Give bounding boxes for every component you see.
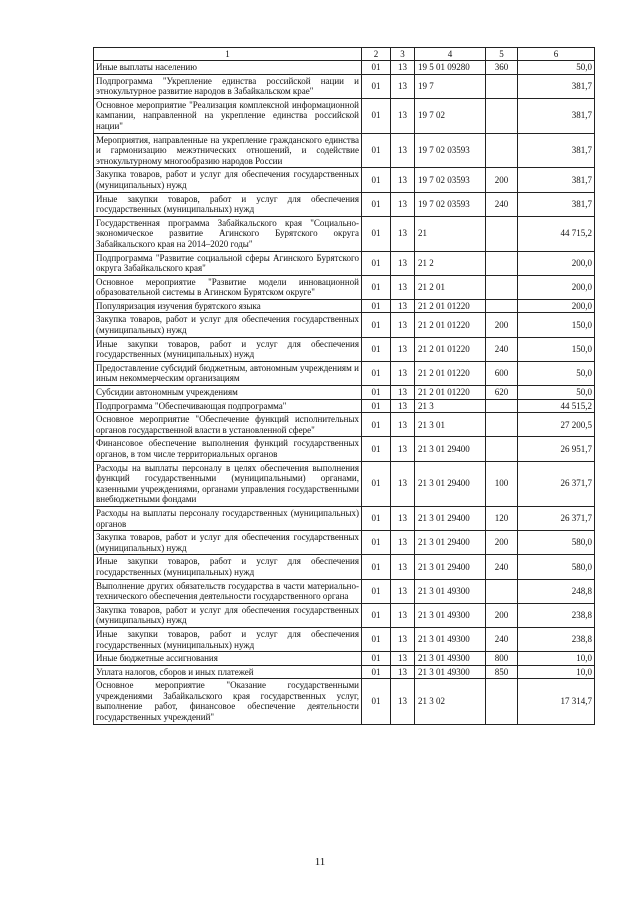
row-code-cell: 21 3 xyxy=(415,399,486,413)
row-code-cell: 21 2 xyxy=(415,251,486,275)
row-col3-cell: 13 xyxy=(391,192,415,216)
row-code-cell: 21 3 01 49300 xyxy=(415,652,486,666)
row-col2-cell: 01 xyxy=(362,437,391,461)
row-col5-cell: 200 xyxy=(486,168,518,192)
row-amount-cell: 44 715,2 xyxy=(518,216,595,251)
row-code-cell: 21 3 01 29400 xyxy=(415,437,486,461)
row-name-cell: Закупка товаров, работ и услуг для обеспечения государственных (муниципальных) нужд xyxy=(94,168,362,192)
row-name-cell: Предоставление субсидий бюджетным, автономным учреждениям и иным некоммерческим организациям xyxy=(94,361,362,385)
row-amount-cell: 381,7 xyxy=(518,133,595,168)
row-col2-cell: 01 xyxy=(362,192,391,216)
row-amount-cell: 50,0 xyxy=(518,61,595,75)
row-code-cell: 19 5 01 09280 xyxy=(415,61,486,75)
header-col-2: 2 xyxy=(362,48,391,61)
row-col3-cell: 13 xyxy=(391,216,415,251)
row-col2-cell: 01 xyxy=(362,61,391,75)
row-code-cell: 21 3 01 29400 xyxy=(415,555,486,579)
row-col2-cell: 01 xyxy=(362,299,391,313)
table-row xyxy=(94,133,595,168)
row-col5-cell xyxy=(486,299,518,313)
row-col3-cell: 13 xyxy=(391,579,415,603)
row-col3-cell: 13 xyxy=(391,337,415,361)
row-col2-cell: 01 xyxy=(362,603,391,627)
row-name-cell: Финансовое обеспечение выполнения функций государственных органов, в том числе территориальных органов xyxy=(94,437,362,461)
row-col5-cell: 600 xyxy=(486,361,518,385)
table-row xyxy=(94,275,595,299)
row-code-cell: 21 3 01 xyxy=(415,413,486,437)
row-name-cell: Иные закупки товаров, работ и услуг для обеспечения государственных (муниципальных) нужд xyxy=(94,627,362,651)
row-col5-cell: 240 xyxy=(486,627,518,651)
row-col3-cell: 13 xyxy=(391,531,415,555)
row-col3-cell: 13 xyxy=(391,437,415,461)
table-row xyxy=(94,652,595,666)
row-col2-cell: 01 xyxy=(362,313,391,337)
row-name-cell: Подпрограмма "Развитие социальной сферы Агинского Бурятского округа Забайкальского края" xyxy=(94,251,362,275)
row-amount-cell: 10,0 xyxy=(518,665,595,679)
header-col-3: 3 xyxy=(391,48,415,61)
row-amount-cell: 50,0 xyxy=(518,361,595,385)
row-col5-cell xyxy=(486,251,518,275)
row-name-cell: Иные закупки товаров, работ и услуг для обеспечения государственных (муниципальных) нужд xyxy=(94,337,362,361)
row-name-cell: Иные выплаты населению xyxy=(94,61,362,75)
row-amount-cell: 150,0 xyxy=(518,313,595,337)
row-name-cell: Мероприятия, направленные на укрепление гражданского единства и гармонизацию межэтнических отношений, и содействие этнокультурному многообразию народов России xyxy=(94,133,362,168)
row-col5-cell: 620 xyxy=(486,386,518,400)
row-code-cell: 21 3 02 xyxy=(415,679,486,724)
row-col2-cell: 01 xyxy=(362,386,391,400)
row-amount-cell: 150,0 xyxy=(518,337,595,361)
row-code-cell: 21 xyxy=(415,216,486,251)
row-name-cell: Закупка товаров, работ и услуг для обеспечения государственных (муниципальных) нужд xyxy=(94,313,362,337)
row-name-cell: Основное мероприятие "Обеспечение функций исполнительных органов государственной власти в установленной сфере" xyxy=(94,413,362,437)
row-col3-cell: 13 xyxy=(391,679,415,724)
row-code-cell: 21 2 01 01220 xyxy=(415,361,486,385)
row-code-cell: 21 3 01 49300 xyxy=(415,603,486,627)
row-col2-cell: 01 xyxy=(362,98,391,133)
row-code-cell: 19 7 xyxy=(415,74,486,98)
row-name-cell: Выполнение других обязательств государства в части материально-технического обеспечения деятельности государственного органа xyxy=(94,579,362,603)
row-amount-cell: 27 200,5 xyxy=(518,413,595,437)
row-col5-cell xyxy=(486,679,518,724)
table-row xyxy=(94,437,595,461)
row-name-cell: Иные закупки товаров, работ и услуг для обеспечения государственных (муниципальных) нужд xyxy=(94,555,362,579)
row-col3-cell: 13 xyxy=(391,275,415,299)
row-col5-cell: 240 xyxy=(486,555,518,579)
row-col2-cell: 01 xyxy=(362,361,391,385)
row-amount-cell: 26 371,7 xyxy=(518,461,595,506)
row-code-cell: 21 3 01 49300 xyxy=(415,665,486,679)
row-name-cell: Основное мероприятие "Оказание государственными учреждениями Забайкальского края государственных услуг, выполнение работ, финансовое обеспечение деятельности государственных учреждений" xyxy=(94,679,362,724)
row-amount-cell: 381,7 xyxy=(518,168,595,192)
row-col3-cell: 13 xyxy=(391,168,415,192)
row-col2-cell: 01 xyxy=(362,555,391,579)
row-col3-cell: 13 xyxy=(391,603,415,627)
row-amount-cell: 200,0 xyxy=(518,251,595,275)
budget-table-container xyxy=(93,47,594,725)
row-amount-cell: 580,0 xyxy=(518,555,595,579)
row-col2-cell: 01 xyxy=(362,275,391,299)
table-row xyxy=(94,192,595,216)
row-col2-cell: 01 xyxy=(362,168,391,192)
row-amount-cell: 17 314,7 xyxy=(518,679,595,724)
row-amount-cell: 50,0 xyxy=(518,386,595,400)
table-row xyxy=(94,168,595,192)
row-amount-cell: 381,7 xyxy=(518,74,595,98)
table-row xyxy=(94,555,595,579)
table-row xyxy=(94,216,595,251)
row-name-cell: Закупка товаров, работ и услуг для обеспечения государственных (муниципальных) нужд xyxy=(94,603,362,627)
table-row xyxy=(94,506,595,530)
row-code-cell: 21 3 01 29400 xyxy=(415,506,486,530)
row-amount-cell: 381,7 xyxy=(518,192,595,216)
row-col3-cell: 13 xyxy=(391,361,415,385)
row-col3-cell: 13 xyxy=(391,413,415,437)
row-amount-cell: 381,7 xyxy=(518,98,595,133)
table-row xyxy=(94,98,595,133)
row-name-cell: Закупка товаров, работ и услуг для обеспечения государственных (муниципальных) нужд xyxy=(94,531,362,555)
row-col2-cell: 01 xyxy=(362,679,391,724)
header-col-4: 4 xyxy=(415,48,486,61)
table-row xyxy=(94,337,595,361)
row-col5-cell: 120 xyxy=(486,506,518,530)
row-col5-cell: 360 xyxy=(486,61,518,75)
row-code-cell: 19 7 02 03593 xyxy=(415,133,486,168)
row-col3-cell: 13 xyxy=(391,299,415,313)
row-name-cell: Иные закупки товаров, работ и услуг для обеспечения государственных (муниципальных) нужд xyxy=(94,192,362,216)
table-row xyxy=(94,313,595,337)
row-col3-cell: 13 xyxy=(391,652,415,666)
row-name-cell: Субсидии автономным учреждениям xyxy=(94,386,362,400)
row-col3-cell: 13 xyxy=(391,133,415,168)
row-col5-cell: 800 xyxy=(486,652,518,666)
row-amount-cell: 238,8 xyxy=(518,627,595,651)
row-amount-cell: 238,8 xyxy=(518,603,595,627)
table-row xyxy=(94,299,595,313)
table-row xyxy=(94,679,595,724)
header-col-5: 5 xyxy=(486,48,518,61)
row-name-cell: Расходы на выплаты персоналу государственных (муниципальных) органов xyxy=(94,506,362,530)
table-row xyxy=(94,251,595,275)
row-code-cell: 21 2 01 01220 xyxy=(415,299,486,313)
row-col3-cell: 13 xyxy=(391,506,415,530)
row-col5-cell xyxy=(486,74,518,98)
row-col5-cell xyxy=(486,413,518,437)
row-col3-cell: 13 xyxy=(391,627,415,651)
row-name-cell: Уплата налогов, сборов и иных платежей xyxy=(94,665,362,679)
row-name-cell: Государственная программа Забайкальского края "Социально-экономическое развитие Агинского Бурятского округа Забайкальского края на 2014–2020 годы" xyxy=(94,216,362,251)
row-col3-cell: 13 xyxy=(391,386,415,400)
row-col5-cell xyxy=(486,216,518,251)
row-col2-cell: 01 xyxy=(362,652,391,666)
row-col5-cell: 200 xyxy=(486,603,518,627)
row-name-cell: Популяризация изучения бурятского языка xyxy=(94,299,362,313)
row-col2-cell: 01 xyxy=(362,74,391,98)
row-col3-cell: 13 xyxy=(391,399,415,413)
table-row xyxy=(94,461,595,506)
row-col2-cell: 01 xyxy=(362,337,391,361)
row-amount-cell: 26 371,7 xyxy=(518,506,595,530)
table-row xyxy=(94,61,595,75)
row-name-cell: Основное мероприятие "Развитие модели инновационной образовательной системы в Агинском Бурятском округе" xyxy=(94,275,362,299)
budget-table xyxy=(93,47,595,725)
row-amount-cell: 200,0 xyxy=(518,299,595,313)
row-code-cell: 19 7 02 03593 xyxy=(415,192,486,216)
row-col5-cell: 240 xyxy=(486,337,518,361)
row-col3-cell: 13 xyxy=(391,98,415,133)
row-col3-cell: 13 xyxy=(391,61,415,75)
row-col2-cell: 01 xyxy=(362,506,391,530)
row-col2-cell: 01 xyxy=(362,413,391,437)
row-col2-cell: 01 xyxy=(362,251,391,275)
row-col5-cell xyxy=(486,579,518,603)
row-code-cell: 19 7 02 03593 xyxy=(415,168,486,192)
row-code-cell: 19 7 02 xyxy=(415,98,486,133)
row-amount-cell: 248,8 xyxy=(518,579,595,603)
table-row xyxy=(94,603,595,627)
row-code-cell: 21 2 01 01220 xyxy=(415,337,486,361)
row-col3-cell: 13 xyxy=(391,555,415,579)
row-col5-cell xyxy=(486,98,518,133)
row-code-cell: 21 3 01 49300 xyxy=(415,627,486,651)
table-body xyxy=(94,61,595,725)
row-amount-cell: 200,0 xyxy=(518,275,595,299)
row-col3-cell: 13 xyxy=(391,74,415,98)
row-col5-cell xyxy=(486,399,518,413)
row-code-cell: 21 2 01 01220 xyxy=(415,386,486,400)
row-col3-cell: 13 xyxy=(391,251,415,275)
row-col5-cell xyxy=(486,133,518,168)
row-col2-cell: 01 xyxy=(362,627,391,651)
table-row xyxy=(94,74,595,98)
row-col5-cell xyxy=(486,275,518,299)
row-col2-cell: 01 xyxy=(362,216,391,251)
row-code-cell: 21 2 01 xyxy=(415,275,486,299)
table-row xyxy=(94,413,595,437)
table-row xyxy=(94,531,595,555)
row-name-cell: Иные бюджетные ассигнования xyxy=(94,652,362,666)
table-row xyxy=(94,665,595,679)
header-col-6: 6 xyxy=(518,48,595,61)
page-number: 11 xyxy=(314,856,326,868)
row-code-cell: 21 2 01 01220 xyxy=(415,313,486,337)
table-row xyxy=(94,361,595,385)
table-row xyxy=(94,399,595,413)
row-col5-cell: 200 xyxy=(486,313,518,337)
row-col2-cell: 01 xyxy=(362,399,391,413)
row-col5-cell: 200 xyxy=(486,531,518,555)
row-amount-cell: 580,0 xyxy=(518,531,595,555)
row-col2-cell: 01 xyxy=(362,579,391,603)
row-amount-cell: 10,0 xyxy=(518,652,595,666)
table-header-row xyxy=(94,48,595,61)
row-col5-cell: 850 xyxy=(486,665,518,679)
row-col2-cell: 01 xyxy=(362,665,391,679)
row-code-cell: 21 3 01 29400 xyxy=(415,531,486,555)
row-name-cell: Подпрограмма "Укрепление единства российской нации и этнокультурное развитие народов в Забайкальском крае" xyxy=(94,74,362,98)
row-col3-cell: 13 xyxy=(391,461,415,506)
row-col5-cell xyxy=(486,437,518,461)
row-col3-cell: 13 xyxy=(391,313,415,337)
table-row xyxy=(94,386,595,400)
row-col3-cell: 13 xyxy=(391,665,415,679)
row-code-cell: 21 3 01 29400 xyxy=(415,461,486,506)
table-row xyxy=(94,579,595,603)
row-name-cell: Расходы на выплаты персоналу в целях обеспечения выполнения функций государственными (муниципальными) органами, казенными учреждениями, органами управления государственными внебюджетными фондами xyxy=(94,461,362,506)
header-col-1: 1 xyxy=(94,48,362,61)
row-code-cell: 21 3 01 49300 xyxy=(415,579,486,603)
row-name-cell: Основное мероприятие "Реализация комплексной информационной кампании, направленной на укрепление единства российской нации" xyxy=(94,98,362,133)
row-col5-cell: 240 xyxy=(486,192,518,216)
row-col5-cell: 100 xyxy=(486,461,518,506)
row-col2-cell: 01 xyxy=(362,461,391,506)
row-amount-cell: 44 515,2 xyxy=(518,399,595,413)
row-col2-cell: 01 xyxy=(362,531,391,555)
table-row xyxy=(94,627,595,651)
row-amount-cell: 26 951,7 xyxy=(518,437,595,461)
row-col2-cell: 01 xyxy=(362,133,391,168)
row-name-cell: Подпрограмма "Обеспечивающая подпрограмма" xyxy=(94,399,362,413)
